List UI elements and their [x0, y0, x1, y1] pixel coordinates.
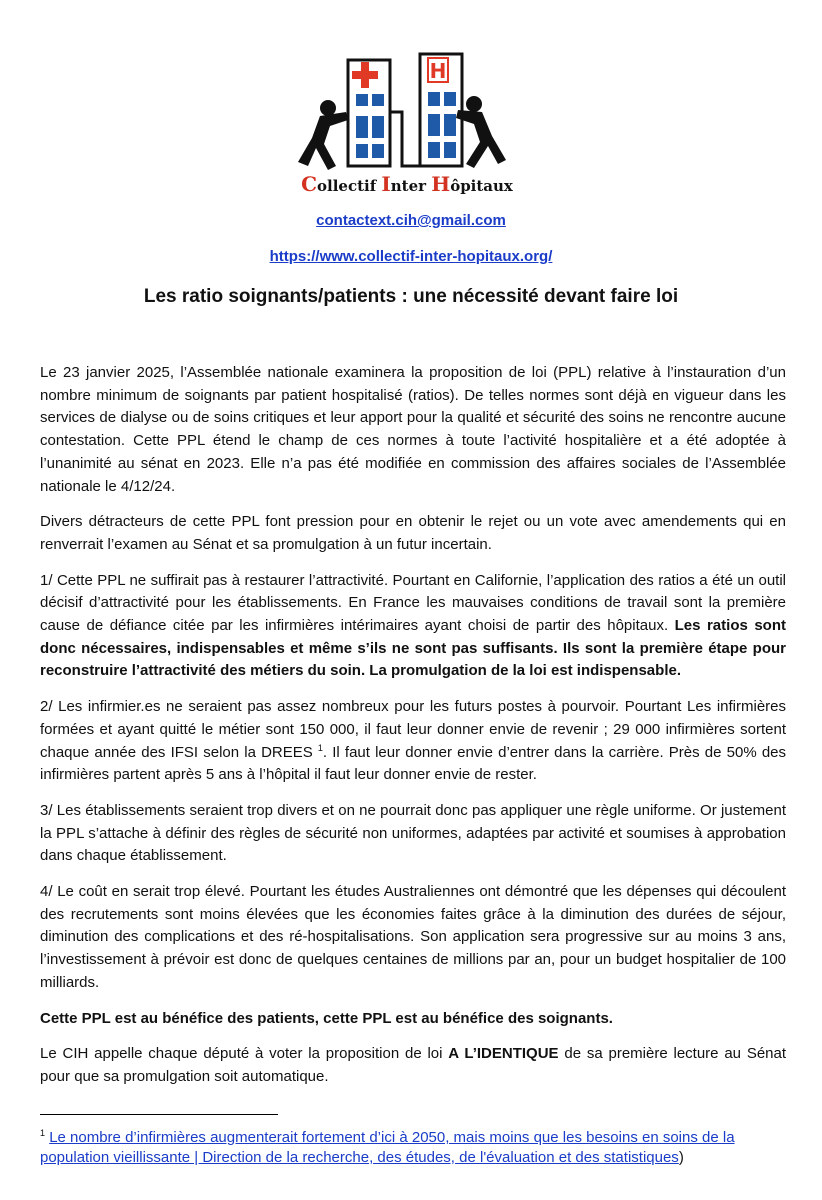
email-line: [0, 212, 822, 229]
footnote: $^1$ Le nombre d’infirmières augmenterait fortement d’ici à 2050, mais moins que les besoins en soins de la population vieillissante | Direction de la recherche, des études, de l'évaluation et des statistiques): [40, 1128, 735, 1166]
website-line: [0, 248, 822, 265]
footnote-separator: [40, 1114, 278, 1115]
paragraph-conclusion: Cette PPL est au bénéfice des patients, cette PPL est au bénéfice des soignants.: [40, 1009, 613, 1027]
paragraph-point-4: 4/ Le coût en serait trop élevé. Pourtant les études Australiennes ont démontré que les dépenses qui découlent des recrutements sont moins élevées que les économies faites grâce à la diminution des durées de séjour, diminution des complications et des ré-hospitalisations. Son application sera progressive sur au moins 3 ans, l’investissement à prévoir est donc de quelques centaines de millions par an, pour un budget hospitalier de 100 milliards.: [40, 883, 786, 991]
paragraph-intro: Le 23 janvier 2025, l’Assemblée nationale examinera la proposition de loi (PPL) relative à l’instauration d’un nombre minimum de soignants par patient hospitalisé (ratios). De telles normes sont déjà en vigueur dans les services de dialyse ou de soins critiques et leur apport pour la qualité et sécurité des soins ne rencontre aucune contestation. Cette PPL étend le champ de ces normes à toute l’activité hospitalière et a été adoptée à l’unanimité au sénat en 2023. Elle n’a pas été modifiée en commission des affaires sociales de l’Assemblée nationale le 4/12/24.: [40, 364, 786, 495]
paragraph-detractors: Divers détracteurs de cette PPL font pression pour en obtenir le rejet ou un vote avec amendements qui en renverrait l’examen au Sénat et sa promulgation à un futur incertain.: [40, 513, 786, 553]
document-title: Les ratio soignants/patients : une nécessité devant faire loi: [143, 286, 679, 307]
left-pushing-figure: [298, 100, 348, 170]
document-body: [40, 362, 786, 1102]
paragraph-call-to-action: Le CIH appelle chaque député à voter la proposition de loi A L’IDENTIQUE de sa première lecture au Sénat pour que sa promulgation soit automatique.: [40, 1045, 787, 1085]
logo-wordmark: Collectif Inter Hôpitaux: [301, 172, 513, 196]
footnote-number: 1: [40, 1128, 46, 1138]
right-building-graphic: [420, 54, 462, 166]
paragraph-point-3: 3/ Les établissements seraient trop divers et on ne pourrait donc pas appliquer une règle uniforme. Or justement la PPL s’attache à définir des règles de sécurité non uniformes, adaptées par activité et soumises à approbation dans chaque établissement.: [40, 801, 786, 865]
website-link[interactable]: https://www.collectif-inter-hopitaux.org/: [269, 248, 553, 265]
paragraph-point-2: 2/ Les infirmier.es ne seraient pas assez nombreux pour les futurs postes à pourvoir. Pourtant Les infirmières formées et ayant quitté le métier sont 150 000, il faut leur donner envie de revenir ; 29 000 infirmières sortent chaque année des IFSI selon la DREES $^1$. Il faut leur donner envie d’entrer dans la carrière. Près de 50% des infirmières partent après 5 ans à l’hôpital il faut leur donner envie de rester.: [40, 698, 786, 784]
footnote-reference[interactable]: 1: [317, 742, 323, 753]
footnote-link[interactable]: Le nombre d’infirmières augmenterait fortement d’ici à 2050, mais moins que les besoins en soins de la population vieillissante | Direction de la recherche, des études, de l'évaluation et des statistiques: [40, 1129, 735, 1166]
hospital-h-icon: H: [429, 59, 447, 83]
email-link[interactable]: contactext.cih@gmail.com: [316, 212, 506, 229]
paragraph-point-1: 1/ Cette PPL ne suffirait pas à restaurer l’attractivité. Pourtant en Californie, l’application des ratios a été un outil décisif d’attractivité pour les établissements. En France les mauvaises conditions de travail sont la première cause de défiance citée par les infirmières intérimaires ayant choisi de partir des hôpitaux. Les ratios sont donc nécessaires, indispensables et même s’ils ne sont pas suffisants. Ils sont la première étape pour reconstruire l’attractivité des métiers du soin. La promulgation de la loi est indispensable.: [40, 571, 786, 680]
